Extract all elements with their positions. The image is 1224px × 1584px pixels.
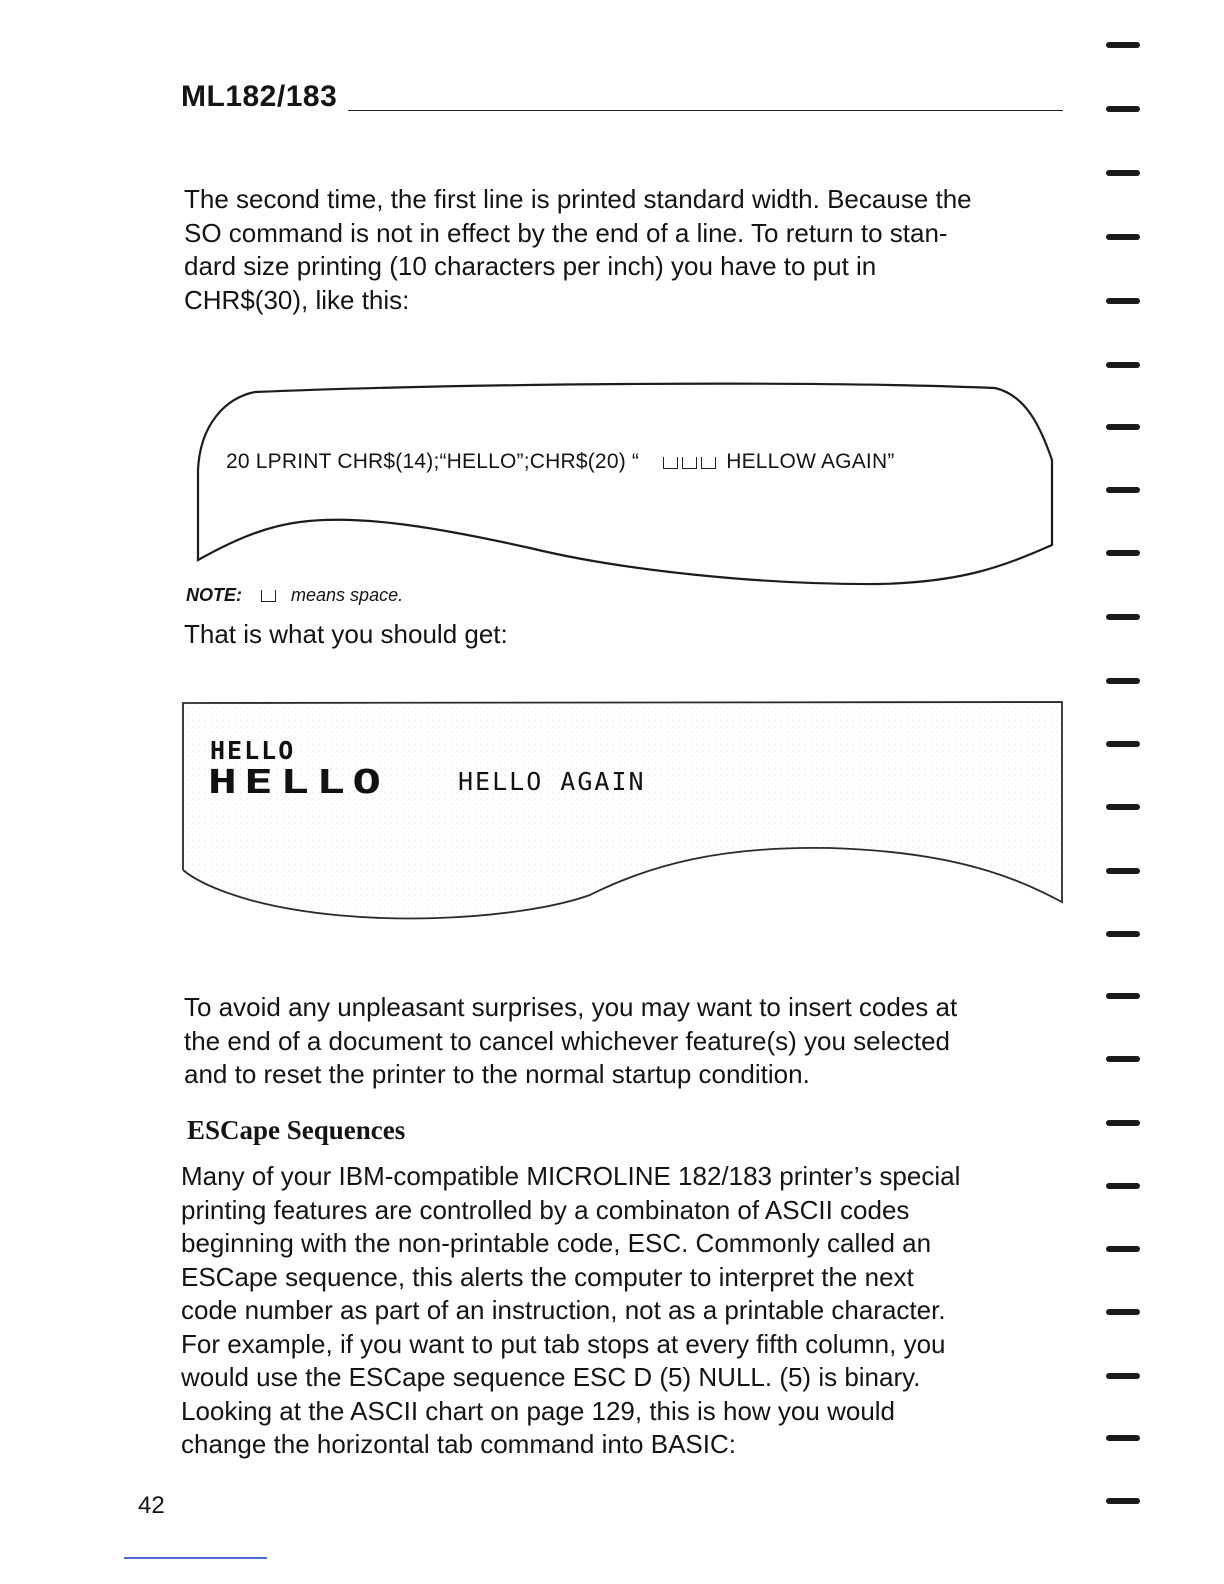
section-line: would use the ESCape sequence ESC D (5) NULL. (5) is binary. [181, 1362, 921, 1392]
code-line [226, 450, 895, 474]
section-line: For example, if you want to put tab stops at every fifth column, you [181, 1328, 946, 1359]
printout-paper-grain [183, 702, 1062, 919]
section-line: ESCape sequence, this alerts the computer to interpret the next [181, 1261, 914, 1292]
binding-mark [1106, 362, 1140, 368]
caution-line: and to reset the printer to the normal startup condition. [184, 1059, 810, 1089]
printout-line-2: HELLO AGAIN [458, 767, 646, 796]
binding-mark [1106, 678, 1140, 684]
code-suffix: HELLOW AGAIN” [726, 450, 895, 473]
page-number: 42 [138, 1492, 165, 1519]
binding-mark [1106, 298, 1140, 304]
section-line: Looking at the ASCII chart on page 129, this is how you would [181, 1395, 896, 1426]
binding-mark [1106, 614, 1140, 620]
caution-paragraph [184, 991, 1044, 1092]
binding-mark [1106, 1309, 1140, 1315]
result-intro: That is what you should get: [184, 619, 508, 649]
binding-mark [1106, 1498, 1140, 1504]
section-paragraph [181, 1160, 1063, 1462]
binding-mark [1106, 993, 1140, 999]
footer-underline [124, 1557, 267, 1559]
binding-mark [1106, 106, 1140, 112]
space-symbol-icon [701, 457, 716, 469]
binding-mark [1106, 234, 1140, 240]
note [186, 585, 403, 606]
binding-mark [1106, 868, 1140, 874]
section-line: printing features are controlled by a combinaton of ASCII codes [181, 1194, 910, 1225]
code-prefix: 20 LPRINT CHR$(14);“HELLO”;CHR$(20) “ [226, 450, 640, 473]
caution-line: the end of a document to cancel whichever feature(s) you selected [184, 1025, 950, 1056]
binding-mark [1106, 487, 1140, 493]
intro-line: dard size printing (10 characters per inch) you have to put in [184, 251, 877, 281]
printout-wide-text: HELLO [208, 762, 389, 801]
note-text: means space. [291, 585, 404, 605]
page-header-title: ML182/183 [181, 80, 338, 113]
binding-mark [1106, 550, 1140, 556]
section-line: Many of your IBM-compatible MICROLINE 182/183 printer’s special [181, 1161, 961, 1191]
section-heading: ESCape Sequences [187, 1115, 406, 1145]
intro-line: The second time, the first line is printed standard width. Because the [184, 184, 972, 214]
section-line: code number as part of an instruction, not as a printable character. [181, 1295, 946, 1325]
printout-line-1: HELLO [210, 736, 296, 765]
binding-mark [1106, 804, 1140, 810]
intro-line: SO command is not in effect by the end of a line. To return to stan- [184, 217, 948, 248]
binding-mark [1106, 1120, 1140, 1126]
note-label: NOTE: [186, 585, 242, 605]
binding-mark [1106, 42, 1140, 48]
section-line: beginning with the non-printable code, ESC. Commonly called an [181, 1228, 932, 1258]
binding-mark [1106, 1373, 1140, 1379]
binding-mark [1106, 931, 1140, 937]
binding-mark [1106, 1246, 1140, 1252]
code-paper-outline [198, 384, 1052, 584]
binding-mark [1106, 1056, 1140, 1062]
space-symbol-icon [663, 457, 678, 469]
section-line: change the horizontal tab command into BASIC: [181, 1429, 736, 1459]
binding-mark [1106, 741, 1140, 747]
binding-mark [1106, 1435, 1140, 1441]
binding-mark [1106, 424, 1140, 430]
binding-mark [1106, 1183, 1140, 1189]
intro-line: CHR$(30), like this: [184, 284, 410, 315]
binding-mark [1106, 170, 1140, 176]
space-symbol-icon [682, 457, 697, 469]
caution-line: To avoid any unpleasant surprises, you may want to insert codes at [184, 992, 958, 1022]
space-symbol-icon [261, 590, 276, 602]
